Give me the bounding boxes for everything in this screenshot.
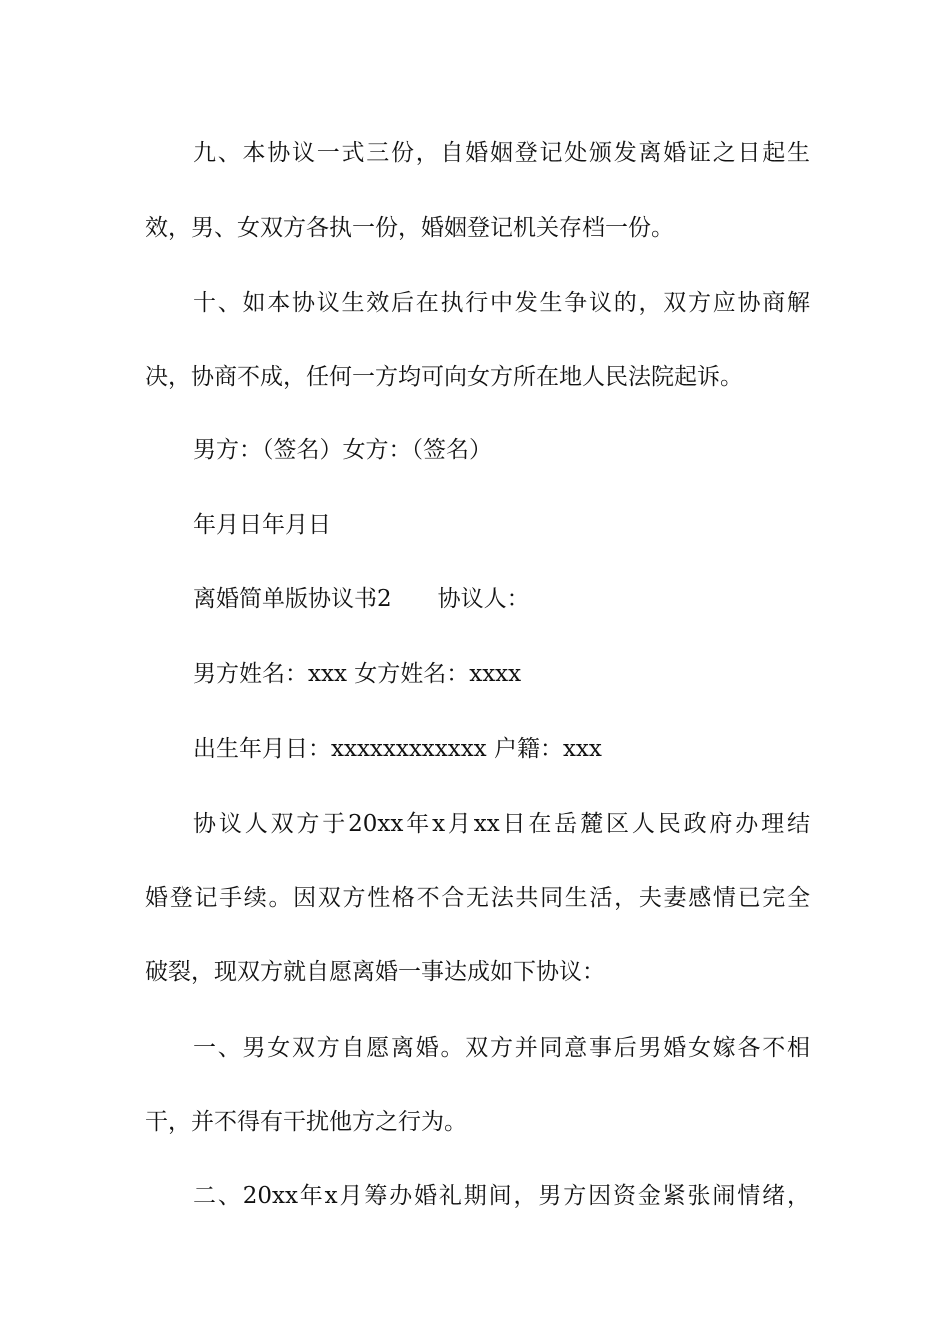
parties-label: 协议人：	[437, 586, 530, 612]
paragraph-line: 干，并不得有干扰他方之行为。	[145, 1109, 467, 1135]
agreement-title-line	[193, 579, 530, 619]
paragraph-line: 协议人双方于20xx年x月xx日在岳麓区人民政府办理结	[193, 811, 810, 837]
paragraph-line: 二、20xx年x月筹办婚礼期间，男方因资金紧张闹情绪，	[193, 1183, 810, 1209]
names-line: 男方姓名：xxx 女方姓名：xxxx	[193, 661, 522, 687]
paragraph-line: 决，协商不成，任何一方均可向女方所在地人民法院起诉。	[145, 364, 743, 390]
paragraph-line: 效，男、女双方各执一份，婚姻登记机关存档一份。	[145, 215, 674, 241]
paragraph-line: 婚登记手续。因双方性格不合无法共同生活，夫妻感情已完全	[145, 885, 810, 911]
paragraph-line: 破裂，现双方就自愿离婚一事达成如下协议：	[145, 959, 605, 985]
birth-household-line: 出生年月日：xxxxxxxxxxxx 户籍：xxx	[193, 736, 602, 762]
date-line: 年月日年月日	[193, 512, 331, 538]
paragraph-line: 一、男女双方自愿离婚。双方并同意事后男婚女嫁各不相	[193, 1035, 810, 1061]
paragraph-line: 九、本协议一式三份，自婚姻登记处颁发离婚证之日起生	[193, 140, 810, 166]
agreement-title: 离婚简单版协议书2	[193, 586, 392, 612]
signature-line: 男方：（签名）女方：（签名）	[193, 437, 492, 463]
paragraph-line: 十、如本协议生效后在执行中发生争议的，双方应协商解	[193, 290, 810, 316]
